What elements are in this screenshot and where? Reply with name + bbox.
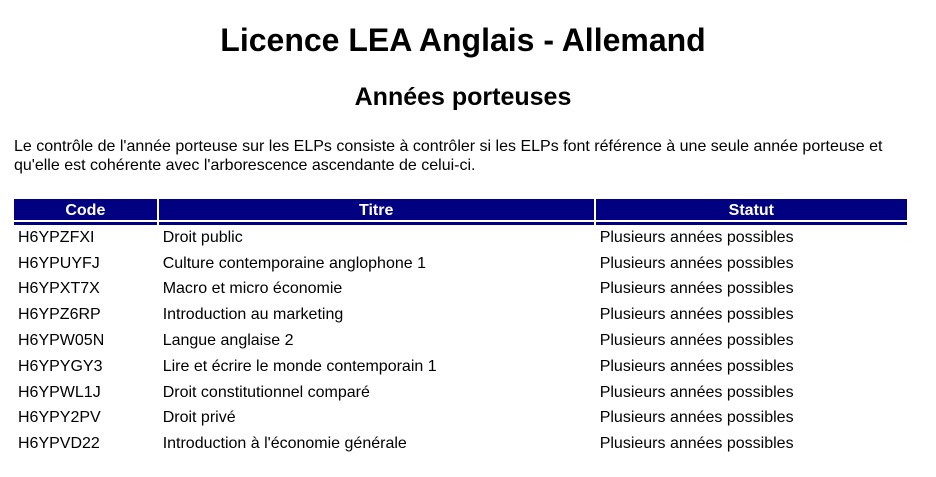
cell-titre: Introduction au marketing <box>162 306 344 324</box>
cell-code: H6YPY2PV <box>18 409 101 427</box>
cell-statut: Plusieurs années possibles <box>599 332 794 350</box>
cell-titre: Droit public <box>162 228 243 246</box>
cell-titre: Culture contemporaine anglophone 1 <box>162 254 426 272</box>
cell-statut: Plusieurs années possibles <box>599 228 794 246</box>
table-row <box>14 328 907 354</box>
cell-code: H6YPVD22 <box>18 435 100 453</box>
table-row <box>14 380 907 406</box>
cell-code: H6YPZ6RP <box>18 306 101 324</box>
cell-statut: Plusieurs années possibles <box>599 254 794 272</box>
cell-code: H6YPZFXI <box>18 228 95 246</box>
column-header-titre: Titre <box>159 199 594 225</box>
cell-code: H6YPXT7X <box>18 280 100 298</box>
column-header-statut: Statut <box>596 199 907 225</box>
table-row <box>14 277 907 303</box>
cell-titre: Langue anglaise 2 <box>162 332 294 350</box>
table-row <box>14 225 907 251</box>
page-subtitle: Années porteuses <box>354 83 572 111</box>
cell-titre: Introduction à l'économie générale <box>162 435 407 453</box>
cell-titre: Droit privé <box>162 409 236 427</box>
cell-titre: Lire et écrire le monde contemporain 1 <box>162 357 437 375</box>
cell-code: H6YPWL1J <box>18 383 101 401</box>
cell-code: H6YPW05N <box>18 332 105 350</box>
cell-statut: Plusieurs années possibles <box>599 409 794 427</box>
column-header-code: Code <box>14 199 157 225</box>
cell-code: H6YPYGY3 <box>18 357 103 375</box>
cell-statut: Plusieurs années possibles <box>599 280 794 298</box>
cell-statut: Plusieurs années possibles <box>599 435 794 453</box>
table-row <box>14 354 907 380</box>
cell-code: H6YPUYFJ <box>18 254 100 272</box>
table-row <box>14 302 907 328</box>
page-title: Licence LEA Anglais - Allemand <box>220 22 706 58</box>
cell-statut: Plusieurs années possibles <box>599 383 794 401</box>
cell-statut: Plusieurs années possibles <box>599 357 794 375</box>
cell-titre: Droit constitutionnel comparé <box>162 383 370 401</box>
table-row <box>14 431 907 457</box>
results-table <box>12 199 909 457</box>
cell-titre: Macro et micro économie <box>162 280 343 298</box>
cell-statut: Plusieurs années possibles <box>599 306 794 324</box>
description-text: Le contrôle de l'année porteuse sur les ELPs consiste à contrôler si les ELPs font référence à une seule année porteuse et qu'elle est cohérente avec l'arborescence ascendante de celui-ci. <box>14 138 883 174</box>
table-row <box>14 251 907 277</box>
table-header-row <box>14 199 907 225</box>
table-row <box>14 406 907 432</box>
